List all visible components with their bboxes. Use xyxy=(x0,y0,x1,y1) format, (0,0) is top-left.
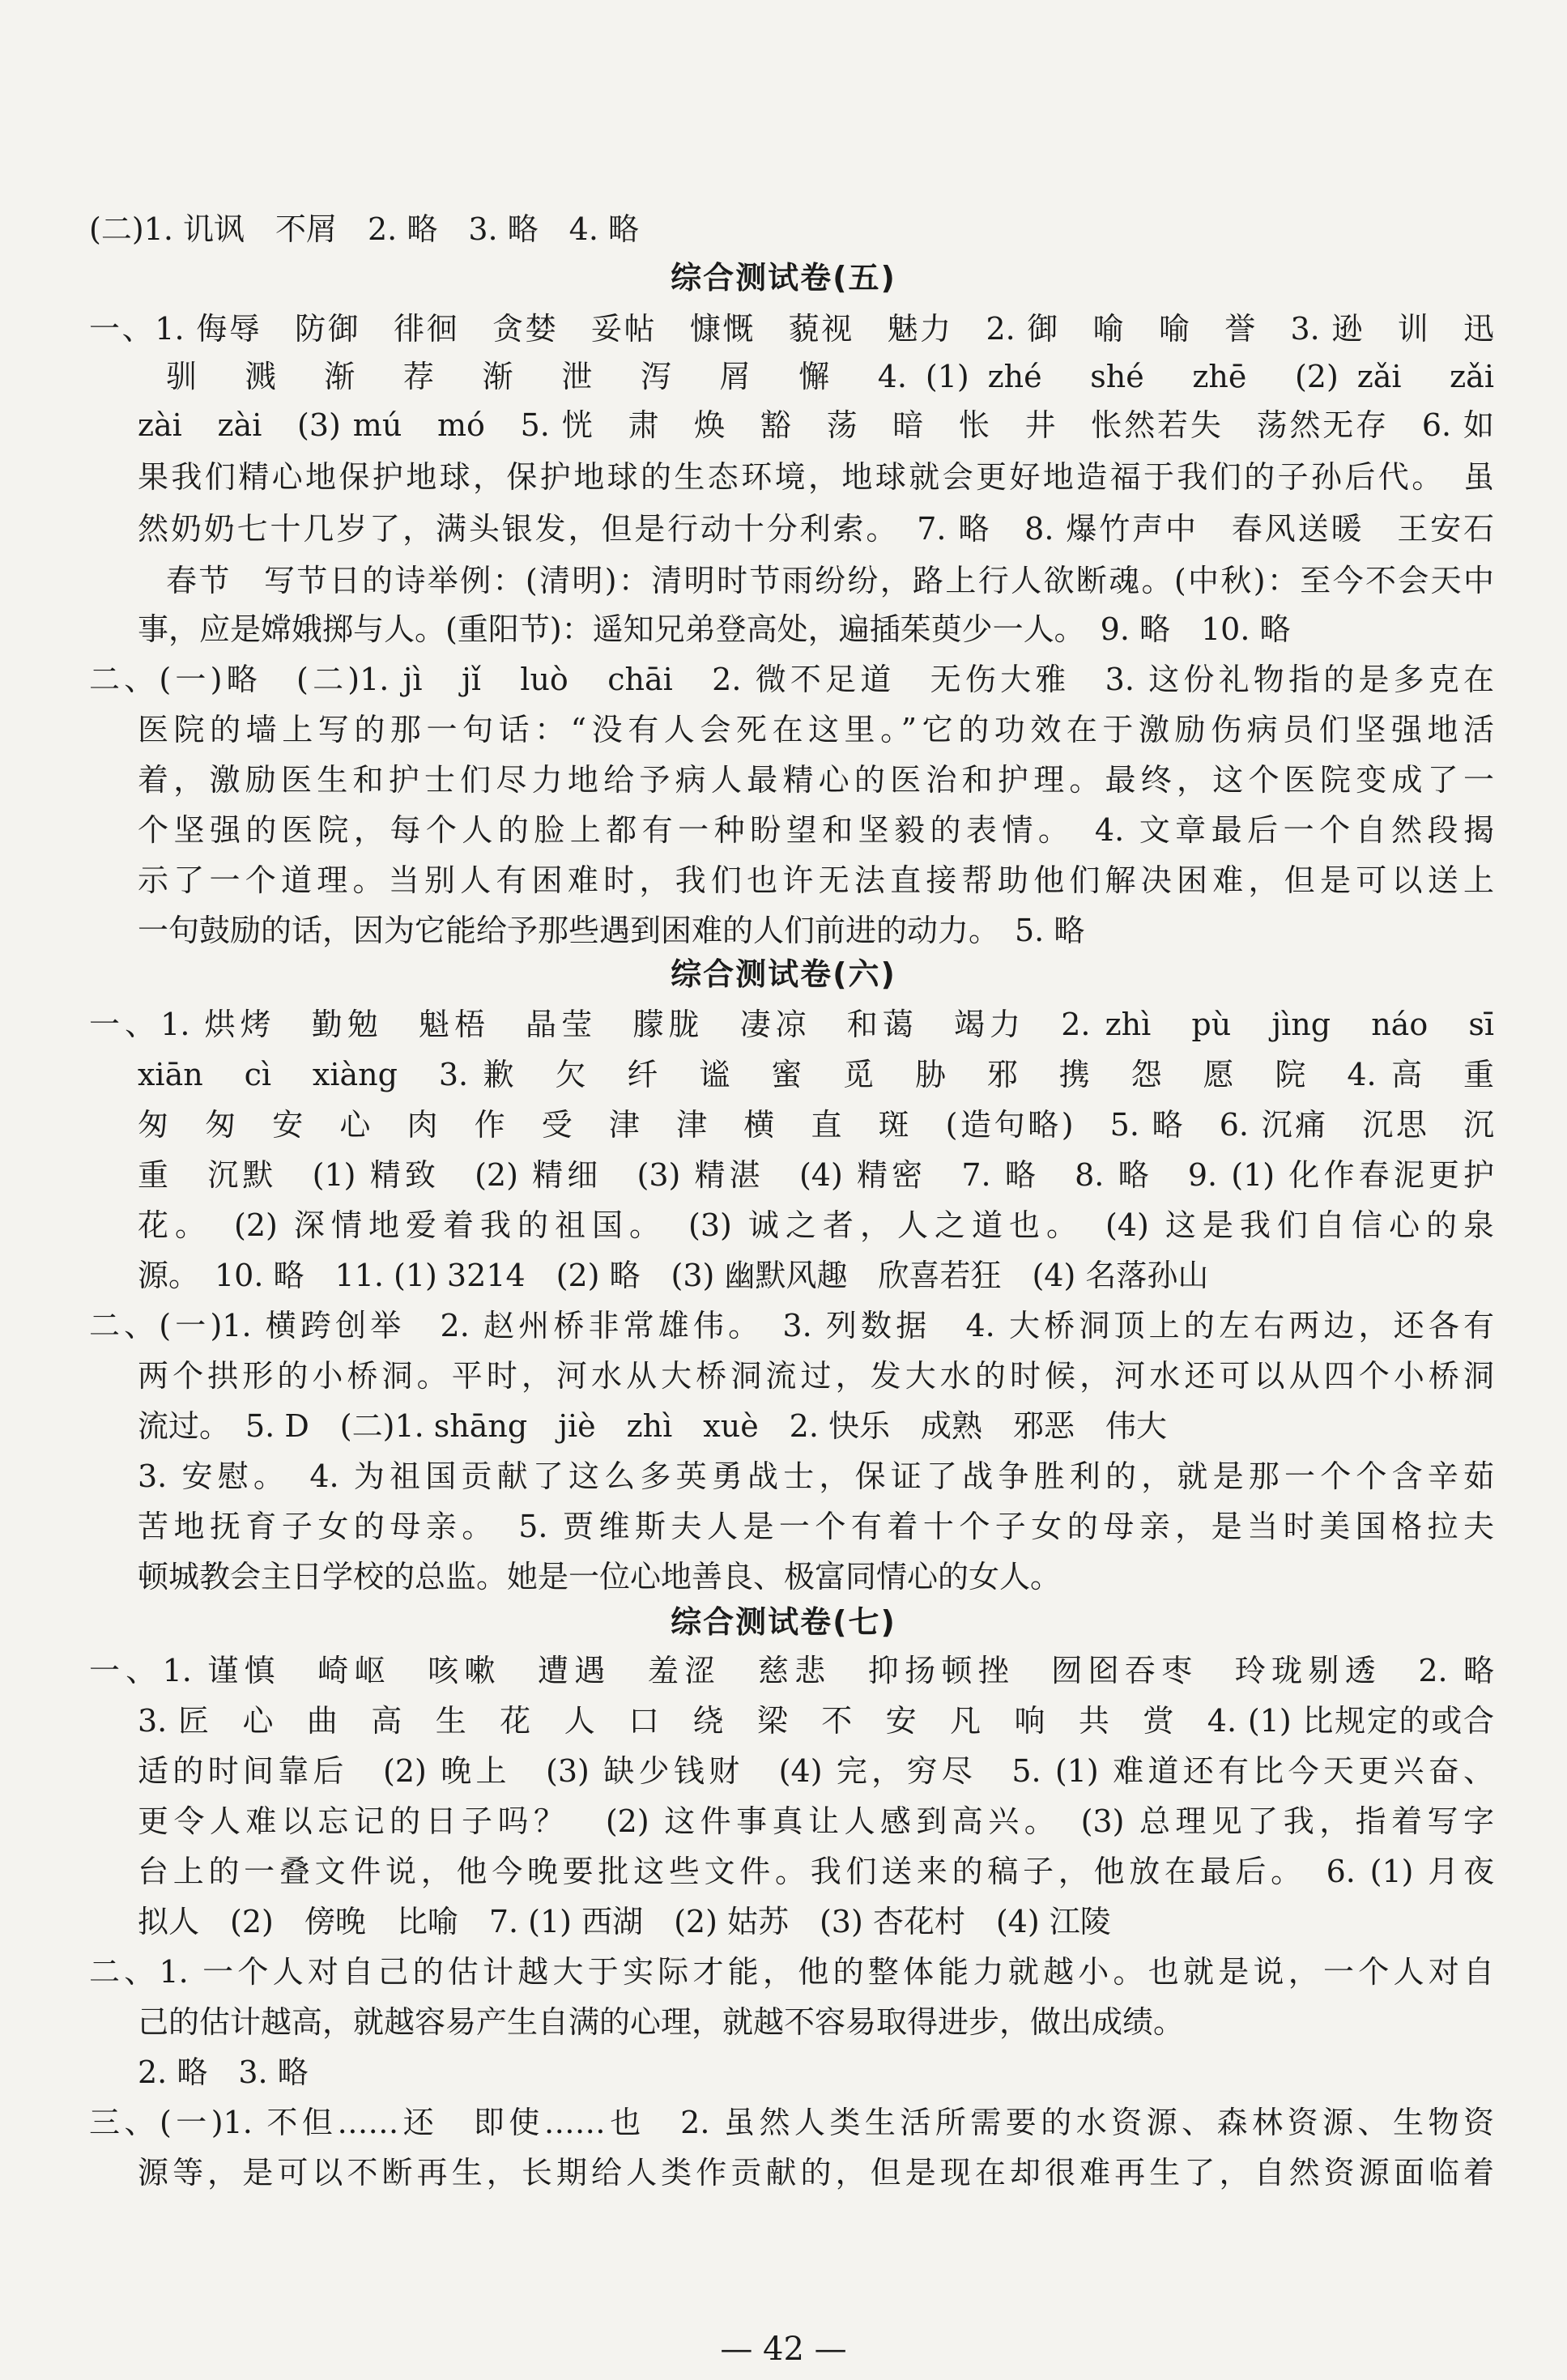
text-line: 2. 略 3. 略 xyxy=(138,2054,309,2090)
text-line: 拟人 (2) 傍晚 比喻 7. (1) 西湖 (2) 姑苏 (3) 杏花村 (4) 江陵 xyxy=(138,1904,1111,1939)
text-line: 事，应是嫦娥掷与人。(重阳节)：遥知兄弟登高处，遍插茱萸少一人。 9. 略 10. 略 xyxy=(138,611,1291,647)
text-line: 一、1. 侮辱 防御 徘徊 贪婪 妥帖 慷慨 藐视 魅力 2. 御 喻 喻 誉 3. 逊 训 迅 xyxy=(89,311,1494,347)
section-title: 综合测试卷(七) xyxy=(671,1604,896,1640)
text-line: 着，激励医生和护士们尽力地给予病人最精心的医治和护理。最终，这个医院变成了一 xyxy=(138,762,1494,798)
text-line: 适的时间靠后 (2) 晚上 (3) 缺少钱财 (4) 完，穷尽 5. (1) 难道还有比今天更兴奋、 xyxy=(138,1753,1494,1789)
text-line: 流过。 5. D (二)1. shāng jiè zhì xuè 2. 快乐 成熟 邪恶 伟大 xyxy=(138,1408,1168,1444)
text-line: 二、(一)略 (二)1. jì jǐ luò chāi 2. 微不足道 无伤大雅 3. 这份礼物指的是多克在 xyxy=(89,662,1494,697)
text-line: 春节 写节日的诗举例：(清明)：清明时节雨纷纷，路上行人欲断魂。(中秋)：至今不会天中 xyxy=(166,563,1494,598)
text-line: 顿城教会主日学校的总监。她是一位心地善良、极富同情心的女人。 xyxy=(138,1559,1062,1594)
text-line: 个坚强的医院，每个人的脸上都有一种盼望和坚毅的表情。 4. 文章最后一个自然段揭 xyxy=(138,812,1494,848)
text-line: 一、1. 烘烤 勤勉 魁梧 晶莹 朦胧 凄凉 和蔼 竭力 2. zhì pù jìng náo sī xyxy=(89,1007,1494,1042)
text-line: 医院的墙上写的那一句话：“没有人会死在这里。”它的功效在于激励伤病员们坚强地活 xyxy=(138,712,1494,747)
text-line: 两个拱形的小桥洞。平时，河水从大桥洞流过，发大水的时候，河水还可以从四个小桥洞 xyxy=(138,1358,1494,1394)
text-line: 一句鼓励的话，因为它能给予那些遇到困难的人们前进的动力。 5. 略 xyxy=(138,913,1085,948)
text-line: 然奶奶七十几岁了，满头银发，但是行动十分利索。 7. 略 8. 爆竹声中 春风送暖 王安石 xyxy=(138,511,1494,547)
text-line: 己的估计越高，就越容易产生自满的心理，就越不容易取得进步，做出成绩。 xyxy=(138,2004,1185,2040)
text-line: 3. 匠 心 曲 高 生 花 人 口 绕 梁 不 安 凡 响 共 赏 4. (1) 比规定的或合 xyxy=(138,1703,1494,1739)
text-line: zài zài (3) mú mó 5. 恍 肃 焕 豁 荡 暗 怅 井 怅然若失 荡然无存 6. 如 xyxy=(138,407,1494,443)
text-line: 花。 (2) 深情地爱着我的祖国。 (3) 诚之者，人之道也。 (4) 这是我们自信心的泉 xyxy=(138,1207,1494,1243)
text-line: 源。 10. 略 11. (1) 3214 (2) 略 (3) 幽默风趣 欣喜若狂 (4) 名落孙山 xyxy=(138,1258,1209,1293)
text-line: 匆 匆 安 心 肉 作 受 津 津 横 直 斑 (造句略) 5. 略 6. 沉痛 沉思 沉 xyxy=(138,1107,1494,1143)
text-line: 源等，是可以不断再生，长期给人类作贡献的，但是现在却很难再生了，自然资源面临着 xyxy=(138,2155,1494,2191)
page-number: — 42 — xyxy=(720,2331,847,2368)
text-line: 示了一个道理。当别人有困难时，我们也许无法直接帮助他们解决困难，但是可以送上 xyxy=(138,862,1494,898)
text-line: 二、(一)1. 横跨创举 2. 赵州桥非常雄伟。 3. 列数据 4. 大桥洞顶上的左右两边，还各有 xyxy=(89,1308,1494,1343)
text-line: 3. 安慰。 4. 为祖国贡献了这么多英勇战士，保证了战争胜利的，就是那一个个含辛茹 xyxy=(138,1458,1494,1494)
text-line: 重 沉默 (1) 精致 (2) 精细 (3) 精湛 (4) 精密 7. 略 8. 略 9. (1) 化作春泥更护 xyxy=(138,1157,1494,1193)
text-line: 台上的一叠文件说，他今晚要批这些文件。我们送来的稿子，他放在最后。 6. (1) 月夜 xyxy=(138,1854,1494,1889)
text-line: xiān cì xiàng 3. 歉 欠 纤 谧 蜜 觅 胁 邪 携 怨 愿 院 4. 高 重 xyxy=(138,1057,1494,1092)
text-line: 二、1. 一个人对自己的估计越大于实际才能，他的整体能力就越小。也就是说，一个人对自 xyxy=(89,1954,1494,1990)
text-line: 三、(一)1. 不但……还 即使……也 2. 虽然人类生活所需要的水资源、森林资源、生物资 xyxy=(89,2105,1494,2140)
text-line: 一、1. 谨慎 崎岖 咳嗽 遭遇 羞涩 慈悲 抑扬顿挫 囫囵吞枣 玲珑剔透 2. 略 xyxy=(89,1653,1494,1688)
text-line: 苦地抚育子女的母亲。 5. 贾维斯夫人是一个有着十个子女的母亲，是当时美国格拉夫 xyxy=(138,1509,1494,1544)
text-line: (二)1. 讥讽 不屑 2. 略 3. 略 4. 略 xyxy=(89,211,639,247)
section-title: 综合测试卷(六) xyxy=(671,956,896,992)
text-line: 果我们精心地保护地球，保护地球的生态环境，地球就会更好地造福于我们的子孙后代。 虽 xyxy=(138,459,1494,495)
text-line: 驯 溅 渐 荐 渐 泄 泻 屑 懈 4. (1) zhé shé zhē (2) zǎi zǎi xyxy=(166,359,1494,394)
section-title: 综合测试卷(五) xyxy=(671,260,896,296)
text-line: 更令人难以忘记的日子吗？ (2) 这件事真让人感到高兴。 (3) 总理见了我，指着写字 xyxy=(138,1803,1494,1839)
